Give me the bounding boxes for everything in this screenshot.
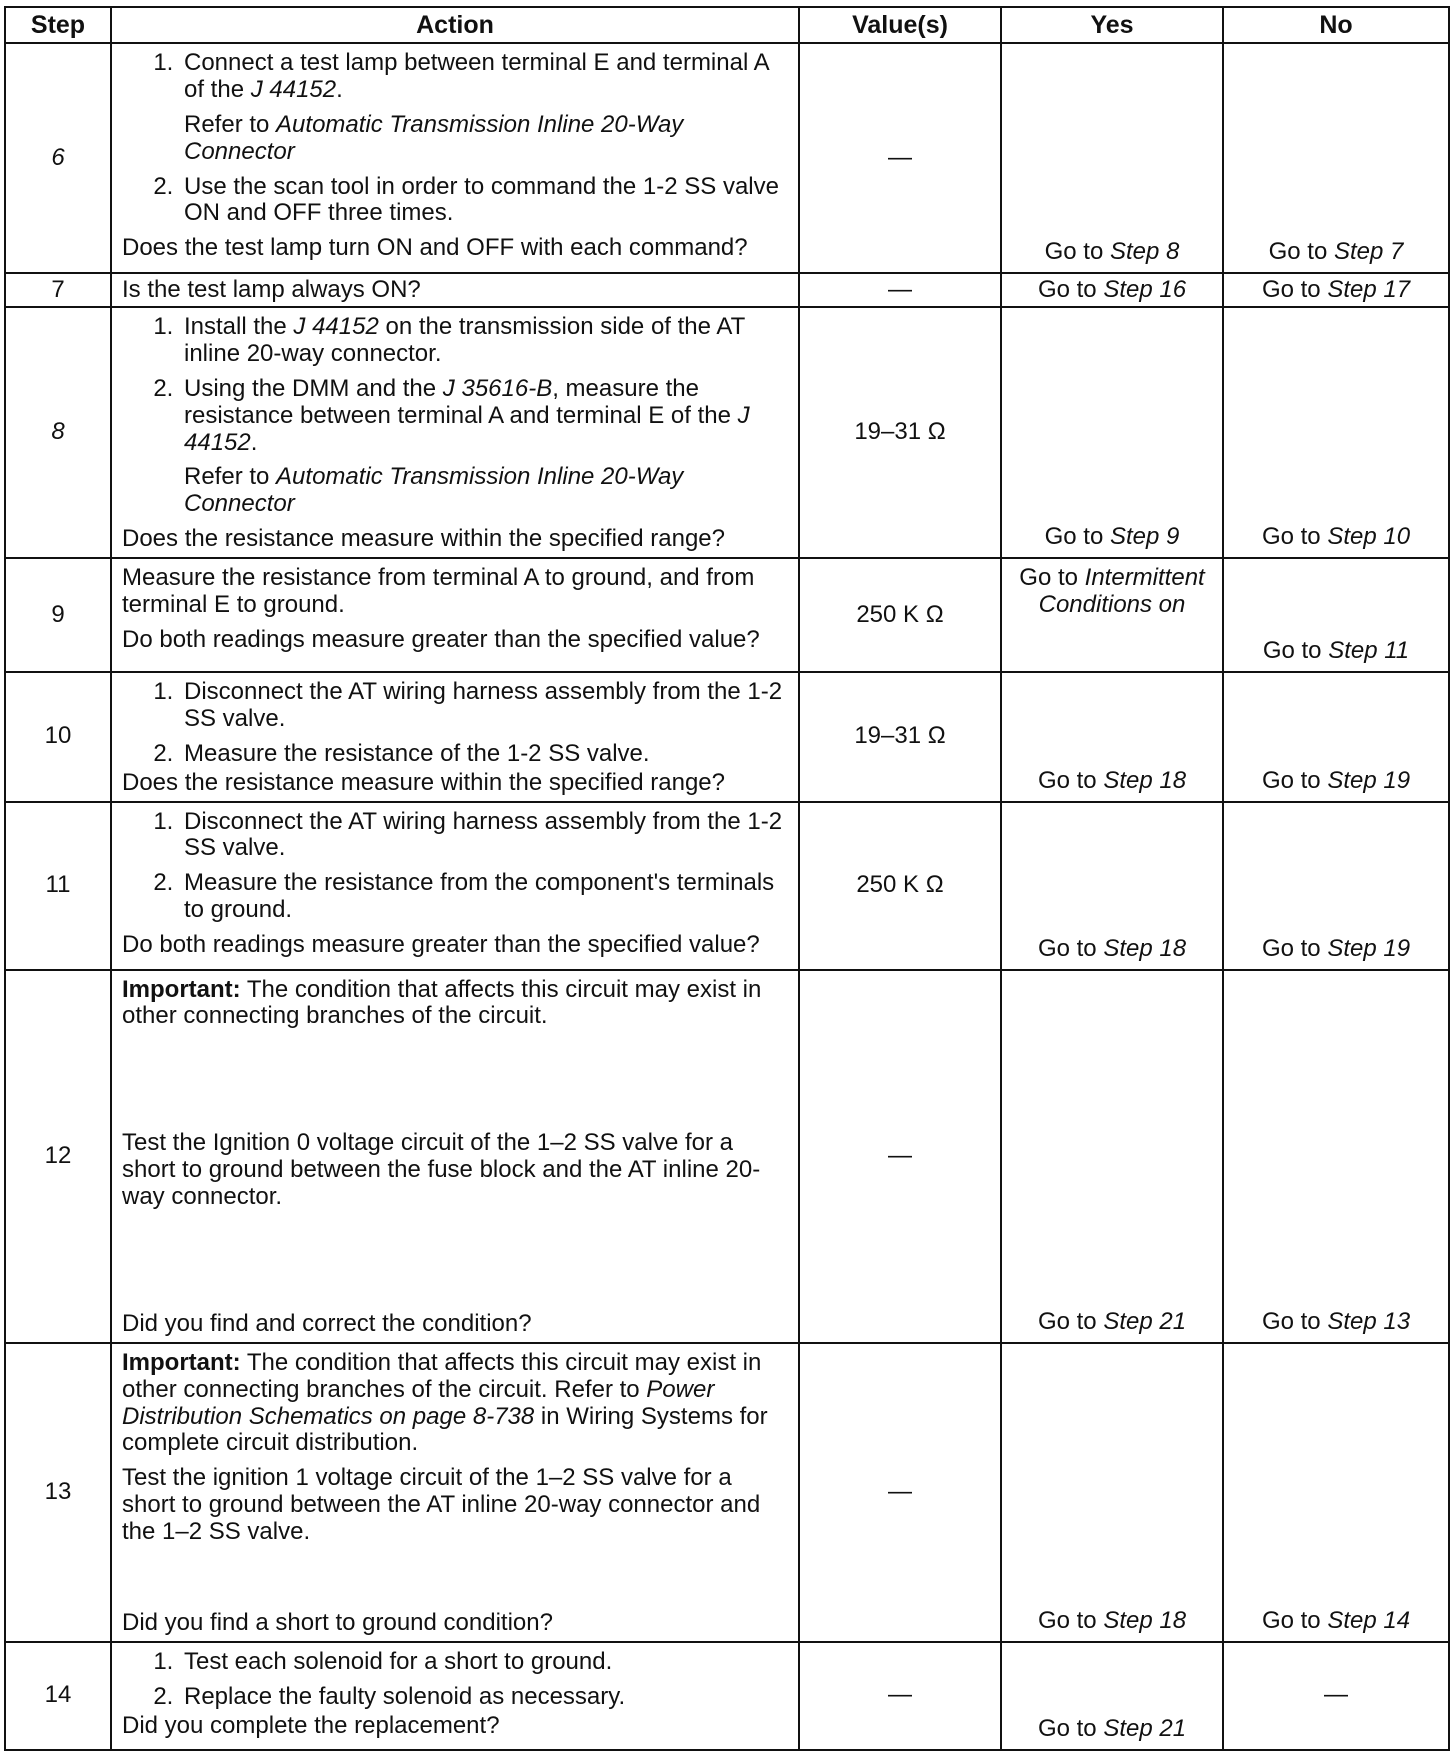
question: Did you find and correct the condition? xyxy=(122,1309,532,1337)
step-number: 12 xyxy=(5,970,111,1343)
instruction: 1. Disconnect the AT wiring harness assembly from the 1-2 SS valve. xyxy=(180,809,788,863)
instruction: 2. Measure the resistance of the 1-2 SS valve. xyxy=(180,741,788,768)
table-row xyxy=(5,273,1449,307)
step-number: 10 xyxy=(5,672,111,802)
no-cell: Go to Step 17 xyxy=(1223,273,1449,307)
action-cell xyxy=(111,1642,799,1750)
no-cell: Go to Step 11 xyxy=(1223,558,1449,672)
step-number: 13 xyxy=(5,1343,111,1642)
yes-cell: Go to Step 18 xyxy=(1001,1343,1223,1642)
question: Is the test lamp always ON? xyxy=(122,275,421,303)
step-number: 6 xyxy=(5,43,111,273)
header-values: Value(s) xyxy=(799,7,1001,43)
instruction: Measure the resistance from terminal A to ground, and from terminal E to ground. xyxy=(122,564,755,618)
yes-cell: Go to Intermittent Conditions on xyxy=(1001,558,1223,672)
yes-cell: Go to Step 16 xyxy=(1001,273,1223,307)
question: Do both readings measure greater than the specified value? xyxy=(122,931,760,958)
step-number: 9 xyxy=(5,558,111,672)
yes-cell: Go to Step 8 xyxy=(1001,43,1223,273)
action-cell xyxy=(111,970,799,1343)
step-number: 7 xyxy=(5,273,111,307)
value-cell: 19–31 Ω xyxy=(799,307,1001,558)
step-number: 8 xyxy=(5,307,111,558)
step-number: 14 xyxy=(5,1642,111,1750)
yes-cell: Go to Step 9 xyxy=(1001,307,1223,558)
value-cell: — xyxy=(799,970,1001,1343)
instruction: 2. Replace the faulty solenoid as necessary. xyxy=(180,1684,788,1711)
value-cell: — xyxy=(799,43,1001,273)
question: Did you find a short to ground condition? xyxy=(122,1608,553,1636)
reference: Refer to Automatic Transmission Inline 20-Way Connector xyxy=(184,110,684,165)
value-cell: 250 K Ω xyxy=(799,802,1001,970)
no-cell: Go to Step 19 xyxy=(1223,802,1449,970)
yes-cell: Go to Step 21 xyxy=(1001,970,1223,1343)
question: Does the resistance measure within the specified range? xyxy=(122,525,725,553)
table-row xyxy=(5,43,1449,273)
action-cell xyxy=(111,672,799,802)
no-cell: Go to Step 14 xyxy=(1223,1343,1449,1642)
header-no: No xyxy=(1223,7,1449,43)
table-row xyxy=(5,672,1449,802)
diagnostic-table xyxy=(4,6,1450,1751)
no-cell: Go to Step 13 xyxy=(1223,970,1449,1343)
table-row xyxy=(5,970,1449,1343)
instruction: 1. Disconnect the AT wiring harness assembly from the 1-2 SS valve. xyxy=(180,679,788,733)
important-note: Important: The condition that affects this circuit may exist in other connecting branches of the circuit. xyxy=(122,975,762,1030)
instruction: Test the Ignition 0 voltage circuit of the 1–2 SS valve for a short to ground between the fuse block and the AT inline 20-way connector. xyxy=(122,1129,761,1210)
question: Does the resistance measure within the specified range? xyxy=(122,768,725,796)
action-cell xyxy=(111,307,799,558)
instruction: 1. Connect a test lamp between terminal E and terminal A of the J 44152. Refer to Automatic Transmission Inline 20-Way Connector xyxy=(180,50,788,166)
value-cell: 19–31 Ω xyxy=(799,672,1001,802)
reference: Refer to Automatic Transmission Inline 20-Way Connector xyxy=(184,463,684,518)
value-cell: 250 K Ω xyxy=(799,558,1001,672)
yes-cell: Go to Step 18 xyxy=(1001,672,1223,802)
action-cell xyxy=(111,1343,799,1642)
instruction: 1. Install the J 44152 on the transmission side of the AT inline 20-way connector. xyxy=(180,314,788,368)
action-cell xyxy=(111,43,799,273)
no-cell: — xyxy=(1223,1642,1449,1750)
header-step: Step xyxy=(5,7,111,43)
instruction: 2. Using the DMM and the J 35616-B, measure the resistance between terminal A and terminal E of the J 44152. Refer to Automatic Transmission Inline 20-Way Connector xyxy=(180,376,788,518)
table-row xyxy=(5,307,1449,558)
header-row xyxy=(5,7,1449,43)
header-yes: Yes xyxy=(1001,7,1223,43)
no-cell: Go to Step 7 xyxy=(1223,43,1449,273)
table-row xyxy=(5,1642,1449,1750)
step-number: 11 xyxy=(5,802,111,970)
question: Does the test lamp turn ON and OFF with each command? xyxy=(122,234,748,262)
instruction: 2. Use the scan tool in order to command the 1-2 SS valve ON and OFF three times. xyxy=(180,174,788,228)
header-action: Action xyxy=(111,7,799,43)
value-cell: — xyxy=(799,273,1001,307)
no-cell: Go to Step 19 xyxy=(1223,672,1449,802)
yes-cell: Go to Step 18 xyxy=(1001,802,1223,970)
value-cell: — xyxy=(799,1343,1001,1642)
yes-cell: Go to Step 21 xyxy=(1001,1642,1223,1750)
action-cell xyxy=(111,558,799,672)
table-row xyxy=(5,802,1449,970)
important-note: Important: The condition that affects this circuit may exist in other connecting branches of the circuit. Refer to Power Distribution Schematics on page 8-738 in Wiring Systems for complete circuit distribution. xyxy=(122,1348,768,1457)
table-row xyxy=(5,1343,1449,1642)
no-cell: Go to Step 10 xyxy=(1223,307,1449,558)
instruction: 1. Test each solenoid for a short to ground. xyxy=(180,1649,788,1676)
table-row xyxy=(5,558,1449,672)
question: Do both readings measure greater than the specified value? xyxy=(122,625,760,653)
action-cell xyxy=(111,802,799,970)
question: Did you complete the replacement? xyxy=(122,1711,500,1739)
action-cell xyxy=(111,273,799,307)
instruction: 2. Measure the resistance from the component's terminals to ground. xyxy=(180,870,788,924)
instruction: Test the ignition 1 voltage circuit of the 1–2 SS valve for a short to ground between the AT inline 20-way connector and the 1–2 SS valve. xyxy=(122,1464,761,1545)
value-cell: — xyxy=(799,1642,1001,1750)
